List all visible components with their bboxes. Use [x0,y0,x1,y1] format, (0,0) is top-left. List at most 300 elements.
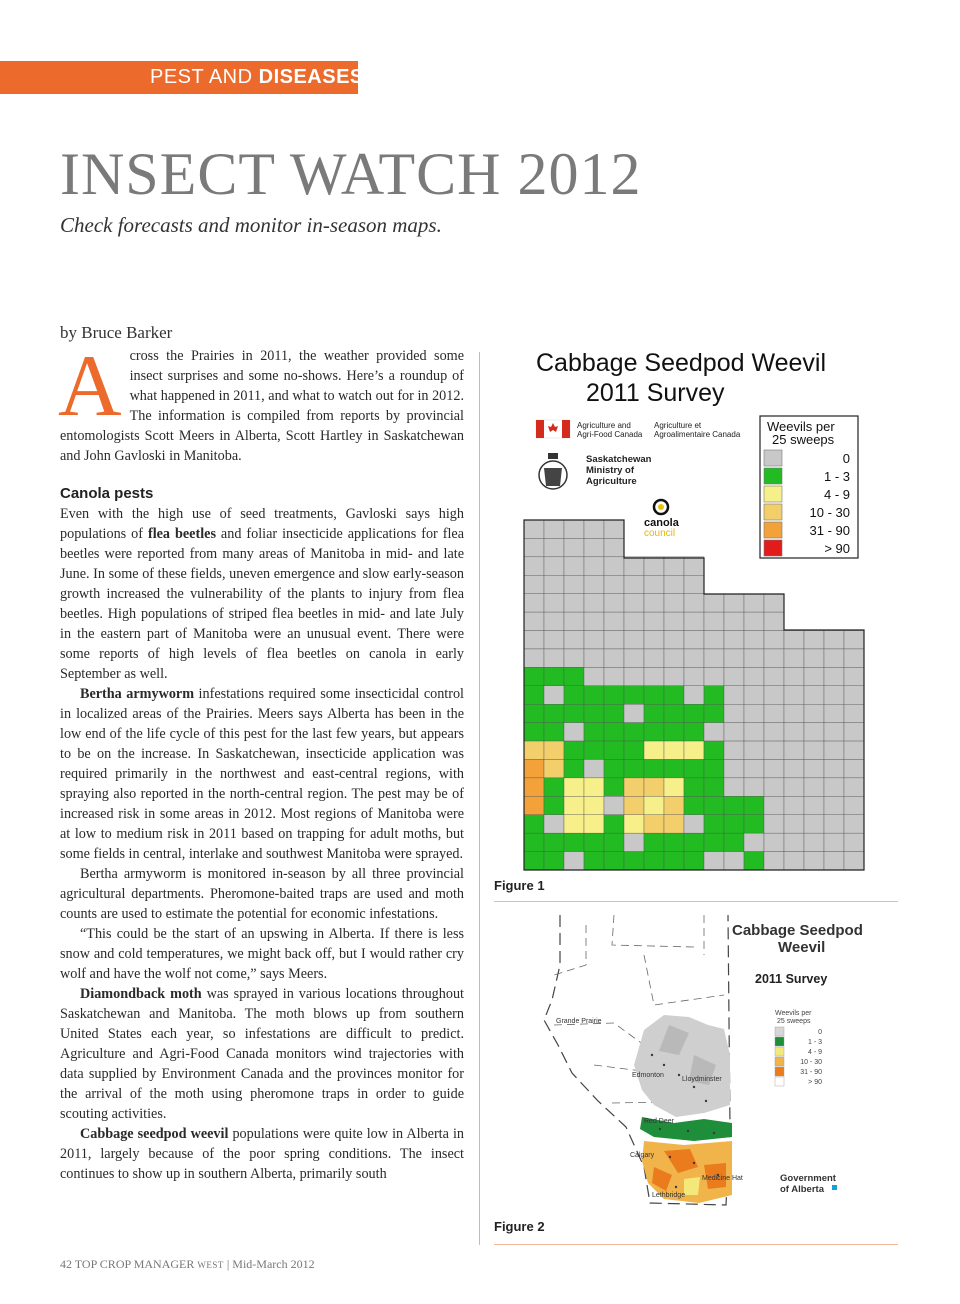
intro-paragraph [58,338,464,466]
magazine-edition: WEST [197,1260,224,1270]
p2-bold: Bertha armyworm [80,686,195,702]
map-cell [744,631,764,649]
map-cell [804,649,824,667]
map-cell [744,759,764,777]
map-cell [684,741,704,759]
map-cell [764,796,784,814]
map-cell [824,815,844,833]
figure-2-legend-title-2: 25 sweeps [777,1018,811,1025]
map-cell [564,667,584,685]
map-cell [764,667,784,685]
issue-date: Mid-March 2012 [232,1257,315,1271]
map-cell [684,667,704,685]
map-cell [624,594,644,612]
map-cell [564,631,584,649]
figure-1-title-line2: 2011 Survey [586,379,725,407]
map-cell [784,741,804,759]
map-cell [584,686,604,704]
drop-cap: A [58,338,122,435]
map-cell [604,815,624,833]
map-cell [544,557,564,575]
map-cell [524,612,544,630]
legend-label: 0 [818,1029,822,1036]
legend-label: 4 - 9 [823,487,850,502]
map-cell [704,778,724,796]
canola-text: canola [644,517,679,529]
map-cell [744,741,764,759]
aafc-en-1: Agriculture and [577,421,631,430]
map-cell [684,815,704,833]
map-cell [524,833,544,851]
map-cell [704,852,724,870]
legend-swatch [764,468,782,484]
legend-swatch [764,486,782,502]
map-cell [664,759,684,777]
canola-council-logo-icon [654,500,668,514]
figure-2-legend [775,1027,822,1086]
map-cell [664,612,684,630]
map-cell [584,667,604,685]
map-cell [824,704,844,722]
map-cell [564,833,584,851]
map-cell [624,612,644,630]
legend-label: 31 - 90 [809,523,850,538]
map-cell [664,557,684,575]
map-cell [584,741,604,759]
map-cell [784,704,804,722]
map-cell [664,815,684,833]
map-cell [684,631,704,649]
map-cell [844,741,864,759]
map-cell [784,815,804,833]
map-cell [844,778,864,796]
paragraph-quote: “This could be the start of an upswing in Alberta. If there is less snow and cold temperatures, we might back off, but I would rather cry wolf and have the wolf not come,” says Meers. [60,926,464,982]
figure-2-graphic [494,905,898,1225]
map-cell [544,796,564,814]
gov-alberta-square-icon [832,1185,837,1190]
figure-1-title-line1: Cabbage Seedpod Weevil [536,349,827,377]
map-cell [744,612,764,630]
council-text: council [644,528,676,539]
map-cell [564,686,584,704]
map-cell [684,575,704,593]
map-cell [684,612,704,630]
city-grande-prairie: Grande Prairie [556,1018,602,1025]
map-cell [704,649,724,667]
map-cell [704,667,724,685]
saskatchewan-map [524,520,864,870]
map-cell [784,833,804,851]
map-cell [604,852,624,870]
map-cell [764,759,784,777]
map-cell [724,796,744,814]
map-cell [744,852,764,870]
map-cell [824,741,844,759]
map-cell [604,704,624,722]
map-cell [844,815,864,833]
map-cell [824,833,844,851]
aafc-en-2: Agri-Food Canada [577,430,643,439]
map-cell [664,594,684,612]
map-cell [804,631,824,649]
map-cell [684,704,704,722]
map-cell [544,667,564,685]
paragraph-monitoring: Bertha armyworm is monitored in-season by all three provincial agricultural departments. Pheromone-baited traps are used and moth counts are used to estimate the potential for economic infestations. [60,866,464,922]
map-cell [724,594,744,612]
figure-2-rule [494,1244,898,1245]
map-cell [584,594,604,612]
city-calgary: Calgary [630,1152,655,1159]
map-cell [704,686,724,704]
map-cell [624,704,644,722]
map-cell [724,649,744,667]
map-cell [764,852,784,870]
map-cell [604,686,624,704]
map-cell [804,852,824,870]
legend-label: 31 - 90 [800,1069,822,1076]
legend-label: > 90 [808,1079,822,1086]
map-cell [764,612,784,630]
map-cell [524,538,544,556]
map-cell [744,778,764,796]
paragraph-weevil [60,1124,464,1184]
map-cell [704,631,724,649]
map-cell [544,741,564,759]
map-cell [844,649,864,667]
map-cell [664,649,684,667]
map-cell [644,778,664,796]
legend-label: 1 - 3 [823,469,850,484]
p5-text: was sprayed in various locations throughout Saskatchewan and Manitoba. The moth blows up from southern United States each year, so infestations are difficult to predict. Agriculture and Agri-Food Canada monitors wind trajectories with data supplied by Environment Canada and the provinces monitor for the arrival of the moth using pheromone traps in order to guide scouting activities. [60,986,464,1122]
section-prefix: PEST AND [150,66,253,88]
map-cell [564,852,584,870]
map-cell [644,741,664,759]
map-cell [764,704,784,722]
gov-alberta-1: Government [780,1173,836,1184]
map-cell [524,815,544,833]
map-cell [624,759,644,777]
map-cell [844,852,864,870]
figure-1-label: Figure 1 [494,878,545,893]
figure-2-label: Figure 2 [494,1219,545,1234]
legend-label: 4 - 9 [807,1049,822,1056]
alberta-map [544,915,743,1205]
headline: INSECT WATCH 2012 [60,141,642,207]
saskatchewan-crest-icon [539,453,567,489]
map-cell [804,741,824,759]
map-cell [564,778,584,796]
map-cell [744,649,764,667]
map-cell [684,833,704,851]
map-cell [604,833,624,851]
sask-line-1: Saskatchewan [586,454,652,465]
map-cell [804,778,824,796]
map-cell [584,538,604,556]
map-cell [524,594,544,612]
map-cell [664,704,684,722]
legend-label: 1 - 3 [807,1039,822,1046]
map-cell [784,759,804,777]
paragraph-bertha [60,684,464,864]
map-cell [624,741,644,759]
map-cell [604,778,624,796]
map-cell [584,704,604,722]
paragraph-flea-beetles [60,504,464,684]
map-cell [544,631,564,649]
canada-flag-icon [536,420,570,438]
legend-swatch [775,1067,784,1076]
map-cell [524,557,544,575]
map-cell [524,723,544,741]
map-cell [544,575,564,593]
map-cell [624,852,644,870]
legend-swatch [775,1047,784,1056]
map-cell [584,575,604,593]
map-cell [684,649,704,667]
map-cell [544,759,564,777]
map-cell [544,538,564,556]
map-cell [644,815,664,833]
map-cell [584,612,604,630]
map-cell [644,759,664,777]
map-cell [644,723,664,741]
map-cell [824,667,844,685]
map-cell [824,796,844,814]
map-cell [524,704,544,722]
map-cell [804,723,824,741]
map-cell [524,686,544,704]
map-cell [644,852,664,870]
map-cell [664,796,684,814]
map-cell [604,796,624,814]
map-cell [564,557,584,575]
map-cell [524,649,544,667]
map-cell [604,612,624,630]
map-cell [764,741,784,759]
gov-alberta-2: of Alberta [780,1184,824,1195]
map-cell [604,723,624,741]
legend-label: > 90 [824,541,850,556]
map-cell [824,759,844,777]
map-cell [624,649,644,667]
map-cell [564,759,584,777]
map-cell [564,538,584,556]
p2-text: infestations required some insecticidal control in localized areas of the Prairies. Meers says Alberta has been in the low end of the life cycle of this pest for the last few years, but appears to be on the increase. In Saskatchewan, insecticide application was required primarily in the northwest and east-central regions, with spraying also reported in the north-central region. The pest may be of increased risk in some areas in 2012. Most regions of Manitoba were at low to medium risk in 2011 based on trapping for adult moths, but some fields in central, interlake and southwest Manitoba were sprayed. [60,686,465,862]
city-red-deer: Red Deer [644,1118,674,1125]
map-cell [844,833,864,851]
legend-label: 0 [842,451,850,466]
map-cell [644,594,664,612]
map-cell [624,667,644,685]
map-cell [544,852,564,870]
map-cell [824,778,844,796]
map-cell [644,686,664,704]
map-cell [604,667,624,685]
city-lloydminster: Lloydminster [682,1076,722,1083]
aafc-fr-2: Agroalimentaire Canada [654,430,741,439]
map-cell [544,833,564,851]
map-cell [664,631,684,649]
map-cell [564,594,584,612]
figure-2-title-line1: Cabbage Seedpod [732,922,863,939]
map-cell [584,796,604,814]
map-cell [744,833,764,851]
map-cell [744,667,764,685]
p1-text-c: and foliar insecticide applications for flea beetles were reported from many areas of Manitoba in mid- and late June. In some of these fields, uneven emergence and slow early-season growth increased the vulnerability of the plants to injury from flea beetles. High populations of striped flea beetles in mid- and late July in the eastern part of Manitoba were an unusual event. There were some reports of high levels of flea beetles on canola in early September as well. [60,526,465,682]
map-cell [524,631,544,649]
legend-swatch [764,450,782,466]
map-cell [604,631,624,649]
map-cell [844,631,864,649]
map-cell [584,631,604,649]
map-cell [804,815,824,833]
map-cell [744,686,764,704]
map-cell [784,631,804,649]
section-tab [0,61,364,94]
map-cell [584,759,604,777]
map-cell [724,759,744,777]
map-cell [684,557,704,575]
legend-label: 10 - 30 [809,505,850,520]
map-cell [704,704,724,722]
footer-separator: | [226,1257,230,1271]
map-cell [564,796,584,814]
map-cell [644,833,664,851]
map-cell [664,852,684,870]
map-cell [644,796,664,814]
map-cell [704,741,724,759]
map-cell [764,686,784,704]
map-cell [564,520,584,538]
map-cell [644,631,664,649]
map-cell [584,649,604,667]
map-cell [844,759,864,777]
map-cell [604,759,624,777]
map-cell [844,796,864,814]
city-medicine-hat: Medicine Hat [702,1175,743,1182]
map-cell [804,704,824,722]
page-number: 42 [60,1257,72,1271]
map-cell [624,815,644,833]
map-cell [764,723,784,741]
map-cell [804,833,824,851]
map-cell [644,704,664,722]
map-cell [844,686,864,704]
map-cell [764,833,784,851]
map-cell [664,667,684,685]
map-cell [564,723,584,741]
map-cell [564,612,584,630]
map-cell [644,612,664,630]
map-cell [764,778,784,796]
map-cell [824,649,844,667]
deck: Check forecasts and monitor in-season maps. [60,213,442,237]
map-cell [724,704,744,722]
map-cell [804,667,824,685]
map-cell [684,594,704,612]
p1-bold: flea beetles [147,526,216,542]
figure-2-subtitle: 2011 Survey [755,972,828,986]
map-cell [684,796,704,814]
city-edmonton: Edmonton [632,1072,664,1079]
map-cell [624,686,644,704]
map-cell [744,815,764,833]
article-body [58,338,465,1184]
map-cell [784,649,804,667]
figure-1-rule [494,901,898,902]
map-cell [564,741,584,759]
map-cell [524,667,544,685]
map-cell [584,723,604,741]
p6-bold: Cabbage seedpod weevil [80,1126,229,1142]
map-cell [764,631,784,649]
map-cell [544,594,564,612]
map-cell [544,778,564,796]
page-footer [60,1257,315,1272]
map-cell [664,723,684,741]
map-cell [624,557,644,575]
map-cell [684,778,704,796]
magazine-name: TOP CROP MANAGER [74,1257,195,1271]
paragraph-diamondback [60,984,464,1124]
map-cell [524,520,544,538]
map-cell [704,723,724,741]
sask-line-3: Agriculture [586,476,637,487]
p6-text: populations were quite low in Alberta in 2011, largely because of the poor spring conditions. The insect continues to show up in southern Alberta, primarily south [60,1126,464,1182]
map-cell [544,686,564,704]
map-cell [644,557,664,575]
figure-2 [494,905,898,1245]
map-cell [544,649,564,667]
map-cell [584,520,604,538]
map-cell [604,538,624,556]
figure-2-legend-title-1: Weevils per [775,1010,812,1017]
map-cell [604,741,624,759]
map-cell [624,575,644,593]
map-cell [544,723,564,741]
map-cell [824,852,844,870]
map-cell [604,557,624,575]
map-cell [584,778,604,796]
legend-label: 10 - 30 [800,1059,822,1066]
map-cell [544,612,564,630]
map-cell [624,631,644,649]
byline: by Bruce Barker [60,323,173,342]
figure-2-title-line2: Weevil [778,939,826,956]
map-cell [704,815,724,833]
map-cell [704,796,724,814]
map-cell [724,686,744,704]
map-cell [704,833,724,851]
aafc-fr-1: Agriculture et [654,421,702,430]
map-cell [584,557,604,575]
map-cell [564,704,584,722]
map-cell [664,575,684,593]
map-cell [824,723,844,741]
map-cell [804,796,824,814]
map-cell [624,778,644,796]
map-cell [784,778,804,796]
map-cell [724,778,744,796]
map-cell [724,612,744,630]
map-cell [824,631,844,649]
subhead-canola-pests: Canola pests [60,485,154,502]
map-cell [584,852,604,870]
legend-swatch [764,540,782,556]
map-cell [644,649,664,667]
map-cell [724,631,744,649]
legend-title-2: 25 sweeps [772,432,835,447]
